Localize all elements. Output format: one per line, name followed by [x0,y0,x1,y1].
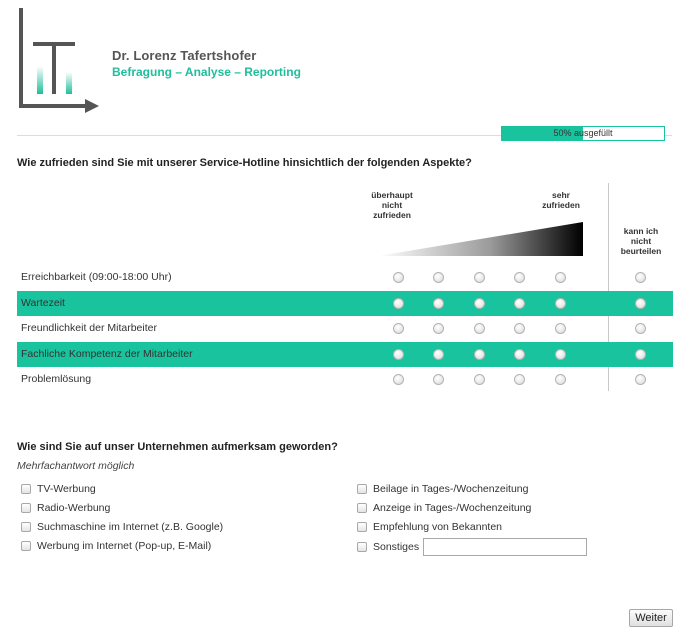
rating-radio-5[interactable] [555,349,566,360]
checkbox-option[interactable] [21,519,223,535]
checkbox-label: Sonstiges [373,541,420,553]
rating-radio-5[interactable] [555,374,566,385]
rating-radio-na[interactable] [635,349,646,360]
rating-radio-3[interactable] [474,323,485,334]
matrix-row-label: Wartezeit [21,296,65,309]
rating-radio-3[interactable] [474,349,485,360]
matrix-row [17,367,673,392]
rating-radio-2[interactable] [433,349,444,360]
matrix-row-label: Problemlösung [21,373,92,385]
company-name: Dr. Lorenz Tafertshofer [112,48,257,63]
other-text-input[interactable] [423,538,587,556]
rating-radio-2[interactable] [433,323,444,334]
rating-radio-2[interactable] [433,298,444,309]
matrix-row-label: Erreichbarkeit (09:00-18:00 Uhr) [21,271,172,283]
checkbox[interactable] [21,503,31,513]
scale-high-label: sehr zufrieden [542,190,580,210]
rating-radio-1[interactable] [393,349,404,360]
checkbox-option[interactable] [357,539,587,555]
checkbox[interactable] [21,484,31,494]
rating-radio-4[interactable] [514,323,525,334]
rating-radio-5[interactable] [555,272,566,283]
next-button[interactable]: Weiter [629,609,673,627]
matrix-row-label: Fachliche Kompetenz der Mitarbeiter [21,347,193,360]
checkbox[interactable] [21,522,31,532]
rating-radio-3[interactable] [474,374,485,385]
checkbox-option[interactable] [21,538,211,554]
rating-radio-5[interactable] [555,298,566,309]
rating-radio-na[interactable] [635,298,646,309]
rating-radio-1[interactable] [393,323,404,334]
checkbox-label: Suchmaschine im Internet (z.B. Google) [37,521,224,533]
matrix-row-label: Freundlichkeit der Mitarbeiter [21,322,157,334]
rating-radio-4[interactable] [514,272,525,283]
question-2-title: Wie sind Sie auf unser Unternehmen aufmerksam geworden? [17,441,338,453]
rating-radio-1[interactable] [393,298,404,309]
matrix-row [17,342,673,367]
checkbox[interactable] [357,484,367,494]
rating-radio-4[interactable] [514,374,525,385]
checkbox-label: TV-Werbung [37,483,96,495]
company-tagline: Befragung – Analyse – Reporting [112,65,301,79]
question-2-subtitle: Mehrfachantwort möglich [17,460,135,472]
rating-radio-na[interactable] [635,374,646,385]
matrix-row [17,265,673,290]
rating-radio-2[interactable] [433,272,444,283]
checkbox-option[interactable] [357,500,531,516]
rating-radio-3[interactable] [474,272,485,283]
checkbox-label: Anzeige in Tages-/Wochenzeitung [373,502,532,514]
scale-na-label: kann ich nicht beurteilen [620,226,662,256]
checkbox-option[interactable] [21,481,96,497]
logo-text [112,48,301,79]
rating-radio-1[interactable] [393,374,404,385]
scale-gradient-wedge [378,222,583,256]
checkbox-label: Werbung im Internet (Pop-up, E-Mail) [37,540,212,552]
rating-radio-2[interactable] [433,374,444,385]
checkbox[interactable] [21,541,31,551]
checkbox[interactable] [357,522,367,532]
checkbox[interactable] [357,503,367,513]
checkbox-label: Empfehlung von Bekannten [373,521,503,533]
checkbox-label: Radio-Werbung [37,502,111,514]
checkbox-option[interactable] [21,500,110,516]
rating-radio-na[interactable] [635,323,646,334]
checkbox[interactable] [357,542,367,552]
checkbox-option[interactable] [357,481,528,497]
scale-low-label: überhaupt nicht zufrieden [371,190,413,220]
rating-radio-3[interactable] [474,298,485,309]
question-1-title: Wie zufrieden sind Sie mit unserer Service-Hotline hinsichtlich der folgenden Aspekte? [17,157,472,169]
checkbox-label: Beilage in Tages-/Wochenzeitung [373,483,529,495]
matrix-row [17,291,673,316]
rating-radio-na[interactable] [635,272,646,283]
progress-label: 50% ausgefüllt [553,128,613,138]
rating-radio-4[interactable] [514,349,525,360]
rating-radio-4[interactable] [514,298,525,309]
rating-radio-1[interactable] [393,272,404,283]
checkbox-option[interactable] [357,519,502,535]
matrix-row [17,316,673,341]
logo [19,8,99,116]
progress-bar [501,126,665,141]
rating-radio-5[interactable] [555,323,566,334]
